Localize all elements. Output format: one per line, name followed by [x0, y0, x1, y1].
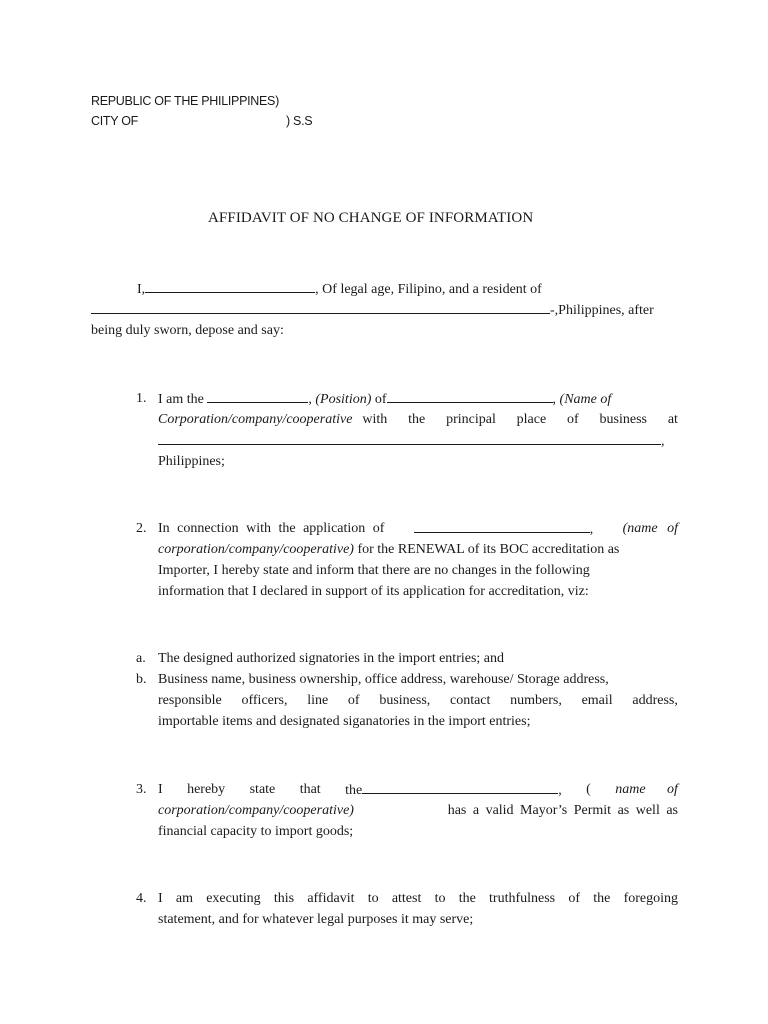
mayors-permit-company-blank[interactable]	[362, 782, 558, 794]
intro-after-name: , Of legal age, Filipino, and a resident of	[315, 282, 542, 297]
company-name-blank[interactable]	[387, 391, 553, 403]
item-1-line-1	[158, 391, 611, 408]
name-blank[interactable]	[145, 281, 315, 293]
item-2-line-2	[158, 542, 619, 558]
intro-line-2	[91, 302, 654, 319]
item-3-the-blank-group	[345, 782, 562, 799]
item-2-line-2-rest: for the RENEWAL of its BOC accreditation as	[357, 542, 620, 557]
item-1-line-2-rest: with the principal place of business at	[362, 412, 678, 427]
subitem-b-label: b.	[136, 672, 147, 687]
item-2-text-a: In connection with the application of	[158, 521, 385, 536]
item-1-of: of	[374, 392, 387, 407]
item-2-corp-label: corporation/company/cooperative)	[158, 542, 354, 557]
header-ss: ) S.S	[286, 114, 313, 128]
item-1-number: 1.	[136, 391, 147, 406]
item-1-line-3	[158, 433, 665, 450]
header-republic: REPUBLIC OF THE PHILIPPINES)	[91, 94, 279, 108]
subitem-a-label: a.	[136, 651, 146, 666]
subitem-b-line-2: responsible officers, line of business, contact numbers, email address,	[158, 693, 678, 708]
item-2-name-of-label: (name of	[622, 521, 678, 536]
item-2-line-3: Importer, I hereby state and inform that there are no changes in the following	[158, 563, 590, 578]
item-2-number: 2.	[136, 521, 147, 536]
item-3-word-hereby: hereby	[187, 782, 226, 797]
item-1-line-2	[158, 412, 678, 428]
position-blank[interactable]	[207, 391, 308, 403]
address-blank[interactable]	[91, 302, 550, 314]
item-3-line-2-rest: has a valid Mayor’s Permit as well as	[447, 803, 678, 818]
intro-after-address: -,Philippines, after	[550, 303, 654, 318]
document-title: AFFIDAVIT OF NO CHANGE OF INFORMATION	[208, 210, 534, 226]
subitem-b-line-1: Business name, business ownership, office address, warehouse/ Storage address,	[158, 672, 609, 687]
item-1-text-a: I am the	[158, 392, 204, 407]
item-4-line-1: I am executing this affidavit to attest to the truthfulness of the foregoing	[158, 891, 678, 906]
name-of-label: (Name of	[559, 392, 612, 407]
item-4-line-2: statement, and for whatever legal purposes it may serve;	[158, 912, 474, 927]
item-3-comma: ,	[558, 783, 562, 798]
item-2-line-1	[158, 521, 678, 538]
item-3-line-1	[158, 782, 678, 799]
item-2-blank-group	[414, 521, 594, 538]
application-company-blank[interactable]	[414, 521, 590, 533]
item-3-paren: (	[586, 782, 591, 797]
item-1-comma-2: ,	[552, 392, 557, 407]
business-address-blank[interactable]	[158, 433, 661, 445]
intro-line-1	[137, 281, 542, 298]
subitem-b-line-3: importable items and designated siganatories in the import entries;	[158, 714, 531, 729]
position-label: (Position)	[315, 392, 372, 407]
item-2-line-4: information that I declared in support of its application for accreditation, viz:	[158, 584, 589, 599]
item-3-word-i: I	[158, 782, 163, 797]
intro-line-3: being duly sworn, depose and say:	[91, 323, 284, 338]
intro-i: I,	[137, 282, 146, 297]
item-3-line-2	[158, 803, 678, 819]
item-3-number: 3.	[136, 782, 147, 797]
item-1-comma: ,	[308, 392, 312, 407]
subitem-a-text: The designed authorized signatories in the import entries; and	[158, 651, 505, 666]
item-4-number: 4.	[136, 891, 147, 906]
item-3-word-state: state	[249, 782, 276, 797]
item-3-corp-label: corporation/company/cooperative)	[158, 803, 354, 818]
header-city: CITY OF	[91, 114, 138, 128]
item-1-line-3-comma: ,	[661, 434, 665, 449]
item-2-comma: ,	[589, 522, 594, 537]
item-1-corp-label: Corporation/company/cooperative	[158, 412, 353, 427]
item-3-name-of-label: name of	[615, 782, 678, 797]
item-1-line-4: Philippines;	[158, 454, 225, 469]
item-3-line-3: financial capacity to import goods;	[158, 824, 354, 839]
item-3-word-that: that	[299, 782, 321, 797]
item-3-word-the: the	[345, 783, 363, 798]
